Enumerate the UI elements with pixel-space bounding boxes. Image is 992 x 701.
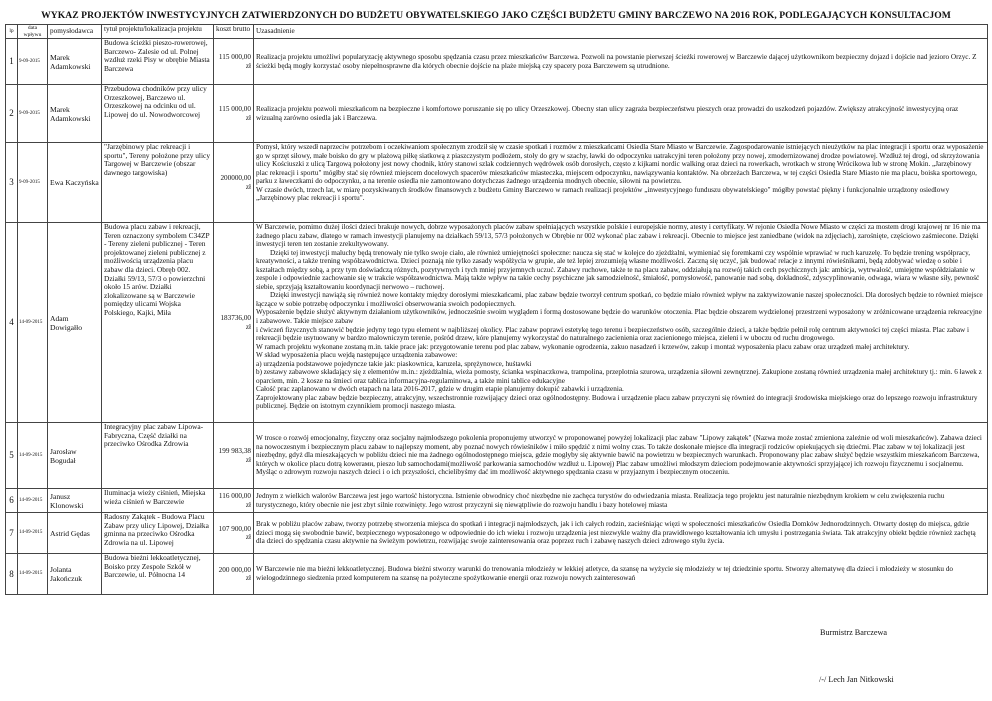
cost-amount: 199 983,38 [218,447,251,455]
cost-currency: zł [245,322,251,331]
row-justification [254,39,988,85]
row-number: 1 [6,39,18,85]
projects-table [5,24,988,595]
table-row [6,85,988,143]
row-number: 2 [6,85,18,143]
row-proposer: Marek Adamkowski [48,39,102,85]
row-project: Budowa ścieżki pieszo-rowerowej, Barczewo- Zalesie od ul. Polnej wzdłuż rzeki Pisy w obrębie Miasta Barczewa [102,39,214,85]
row-proposer: Astrid Gędas [48,513,102,554]
document-title: WYKAZ PROJEKTÓW INWESTYCYJNYCH ZATWIERDZONYCH DO BUDŻETU OBYWATELSKIEGO JAKO CZĘŚCI BUDŻETU GMINY BARCZEWO NA 2016 ROK, PODLEGAJĄCYCH KONSULTACJOM [41,10,951,21]
cost-currency: zł [245,574,251,582]
row-cost [214,39,254,85]
row-date: 9-09-2015 [18,39,48,85]
row-project: Budowa placu zabaw i rekreacji, Teren oznaczony symbolem C34ZP - Tereny zieleni publicznej - Teren projektowanej zieleni publicznej z możliwością urządzenia placu zabaw dla dzieci. Obręb 002. Działki 59/13, 57/3 o powierzchni około 15 arów. Działki zlokalizowane są w Barczewie pomiędzy ulicami Wojska Polskiego, Kajki, Miła [102,223,214,423]
cost-amount: 200 000,00 [218,565,251,574]
row-proposer: Ewa Kaczyńska [48,143,102,223]
justification-paragraph: Wyposażenie będzie służyć aktywnym działaniom użytkowników, jednocześnie swoim wyglądem i formą dostosowane będzie do warunków otoczenia. Plac będzie obszarem wydzielonej przestrzeni wyposażony w zróżnicowane urządzenia rekreacyjne i zabawowe. Takie miejsce zabaw [256,308,982,326]
row-proposer: Adam Dowigałło [48,223,102,423]
cost-currency: zł [245,61,251,70]
cost-currency: zł [245,500,251,509]
row-number: 5 [6,423,18,489]
justification-paragraph: W czasie dwóch, trzech lat, w miarę pozyskiwanych środków finansowych z budżetu Gminy Barczewo w ramach realizacji projektów „inwestycyjnego funduszu obywatelskiego" mógłby powstać piękny i funkcjonalnie urządzony osiedlowy „Jarzębinowy plac rekreacji i sportu". [256,185,950,203]
table-row [6,143,988,223]
row-date: 14-09-2015 [18,554,48,595]
justification-paragraph: W Barczewie, pomimo dużej ilości dzieci brakuje nowych, dobrze wyposażonych placów zabaw spełniających wszystkie polskie i europejskie normy, atesty i certyfikaty. W rejonie Osiedla Nowe Miasto w części za mostem drogi krajowej nr 16 nie ma żadnego placu zabaw, dlatego w ramach inwestycji planujemy na działkach 59/13, 57/3 położonych w Obrębie nr 002 wykonać plac zabaw i rekreacji. Obecnie to miejsce jest zaniedbane (widok na zdjęciach), zarośnięte, częściowo zaśmiecone. Dzięki inwestycji teren ten zostanie zrekultywowany. [256,223,981,249]
row-number: 8 [6,554,18,595]
table-row [6,489,988,513]
row-cost [214,143,254,223]
row-cost [214,554,254,595]
row-number: 6 [6,489,18,513]
justification-paragraph: W ramach projektu wykonane zostaną m.in. takie prace jak: przygotowanie terenu pod plac zabaw, wykonanie ogrodzenia, zakuo nasadzeń i krzewów, zakup i montaż wyposażenia placu zabaw oraz urządzeń małej architektury. [256,342,910,351]
table-header-row [6,25,988,39]
table-row [6,513,988,554]
row-justification [254,85,988,143]
row-cost [214,489,254,513]
row-cost [214,423,254,489]
row-date: 14-09-2015 [18,513,48,554]
cost-amount: 183736,00 [220,314,251,322]
cost-currency: zł [245,455,251,464]
justification-paragraph: b) zestawy zabawowe składający się z elementów m.in.: zjeżdżalnia, wieża pomosty, ścianka wspinaczkowa, trampolina, przeplotnia szurowa, urządzenia siłowni zewnętrznej. Zakupione zostaną również urządzenia małej architektury tj.: min. 6 ławek z oparciem, min. 2 kosze na śmieci oraz tablica informacyjna-regulaminowa, a także mini tablice edukacyjne [256,368,982,385]
cost-amount: 115 000,00 [218,105,251,113]
cost-currency: zł [245,182,251,191]
row-project: Radosny Zakątek - Budowa Placu Zabaw przy ulicy Lipowej, Działka gminna na przeciwko Ośrodka Zdrowia na ul. Lipowej [102,513,214,554]
row-project: Przebudowa chodników przy ulicy Orzeszkowej, Barczewo ul. Orzeszkowej na odcinku od ul. Lipowej do ul. Nowodworcowej [102,85,214,143]
row-justification [254,489,988,513]
row-proposer: Janusz Klonowski [48,489,102,513]
justification-paragraph: W trosce o rozwój emocjonalny, fizyczny oraz socjalny najmłodszego pokolenia proponujemy utworzyć w proponowanej powyżej lokalizacji plac zabaw "Lipowy zakątek" (Nazwa może zostać zmieniona zależnie od woli mieszkańców). Zabawa dzieci na nowoczesnym i bezpiecznym placu zabaw to najlepszy moment, aby poznać nowych rówieśników i miło spędzić z nimi wolny czas. To także doskonałe miejsce dla integracji rodziców opiekujących się dziećmi. Plac zabaw w tej lokalizacji jest niezbędny, gdyż dla mieszkających w pobliżu dzieci nie ma żadnego ogólnodostępnego miejsca, gdzie mogłyby się aktywnie bawić na powietrzu w bezpiecznych warunkach. Proponowany plac zabaw służyć będzie wszystkim mieszkańcom Barczewa, których w okolice placu dotrą koweraми, pieszo lub samochodami(możliwość parkowania samochodów wzdłuż u. Lipowej) Plac zabaw umożliwi młodszym dzieciom podejmowanie aktywności sprzyjającej ich rozwoju fizycznemu i socjalnemu. Myśląc o zdrowym rozwoju naszych dzieci i o ich przyszłości, chcielibyśmy dać im możliwość aktywnego spędzania czasu w przyjaznym i bezpiecznym otoczeniu. [256,434,982,477]
row-justification [254,513,988,554]
row-date: 9-09-2015 [18,85,48,143]
cost-amount: 115 000,00 [218,53,251,61]
row-project: Iluminacja wieży ciśnień, Miejska wieża ciśnień w Barczewie [102,489,214,513]
row-justification [254,554,988,595]
signature-role: Burmistrz Barczewa [820,628,888,637]
justification-paragraph: i ćwiczeń fizycznych stanowić będzie jedyny tego typu element w najbliższej okolicy. Plac zabaw poprawi estetykę tego terenu i bezpieczeństwo osób, szczególnie dzieci, a także będzie pełnił rolę centrum aktywności tej części miasta. Plac zabaw i rekreacji będzie usytuowany w bardzo malowniczym terenie, pośród drzew, kóre planujemy wykorzystać do naturalnego zacienienia oraz zacienionego miejsca, zieleni i w uboczu od ruchu drogowego. [256,325,970,343]
row-justification [254,223,988,423]
cost-currency: zł [245,533,251,541]
justification-paragraph: Dzięki tej inwestycji maluchy będą trenowały nie tylko swoje ciało, ale również umiejętności społeczne: naucza się stać w kolejce do zjeżdżalni, wymieniać się foremkami czy wspólnie wprawiać w ruch karuzelę. To będzie trening współpracy, kreatywności, a także trening współzawodnictwa. Dzieci poznają nie tylko zasady współżycia w grupie, ale też lepiej zrozumieją własne możliwości. Zaczną się uczyć, jak budować relacje z innymi rówieśnikami, będą zdobywać wiedzę o sobie i kształtach między sobą, a przy tym doświadczą różnych, pozytywnych i tych mniej przyjemnych uczuć. Zabawy ruchowe, także te na placu zabaw, oddziałują na rozwój takich cech psychicznych jak: ambicja, wytrwałość, umiejętne współdziałanie w zespole i odpowiednie zachowanie się w trakcie współzawodnictwa. Mają także wpływ na takie cechy psychiczne jak samodzielność, śmiałość, pomysłowość, panowanie nad sobą, dokładność, zdyscyplinowanie, odwaga, wiara w własne siły, pewność siebie, sprzyjają kształtowaniu koordynacji nerwowo – ruchowej. [256,248,980,291]
justification-paragraph: a) urządzenia podstawowe pojedyncze takie jak: piaskownica, karuzela, sprężynowce, huśtawki [256,359,532,368]
row-project: Integracyjny plac zabaw Lipowa-Fabryczna, Część działki na przeciwko Ośrodka Zdrowia [102,423,214,489]
row-cost [214,85,254,143]
row-date: 14-09-2015 [18,489,48,513]
header-cost: koszt brutto [214,25,254,39]
row-justification [254,423,988,489]
header-lp: lp [6,25,18,39]
row-proposer: Marek Adamkowski [48,85,102,143]
header-justification: Uzasadnienie [254,25,988,39]
row-date: 14-09-2015 [18,223,48,423]
cost-amount: 116 000,00 [218,492,251,500]
row-number: 7 [6,513,18,554]
justification-paragraph: W skład wyposażenia placu wejdą następujące urządzenia zabawowe: [256,351,458,360]
row-proposer: Jarosław Bogudał [48,423,102,489]
row-project: Budowa bieżni lekkoatletycznej, Boisko przy Zespole Szkół w Barczewie, ul. Północna 14 [102,554,214,595]
cost-currency: zł [245,113,251,122]
row-project: "Jarzębinowy plac rekreacji i sportu", Tereny położone przy ulicy Targowej w Barczewie (obszar dawnego targowiska) [102,143,214,223]
justification-paragraph: Zaprojektowany plac zabaw będzie bezpieczny, atrakcyjny, wszechstronnie rozwijający dzieci oraz ogólnodostępny. Budowa i urządzenie placu zabaw przyczyni się również do integracji środowiska miejskiego oraz do lepszego rozwoju infrastruktury publicznej. Będzie on istotnym czynnikiem promocji naszego miasta. [256,393,978,411]
header-date: data wpływu [18,25,48,39]
row-cost [214,223,254,423]
cost-amount: 200000,00 [220,174,251,182]
row-number: 4 [6,223,18,423]
justification-paragraph: Dzięki inwestycji nawiążą się również nowe kontakty między dorosłymi mieszkańcami, plac zabaw będzie tworzył centrum spotkań, co będzie miało również wpływ na zaktywizowanie naszej społeczności. Dla dorosłych będzie to również miejsce łączące w sobie potrzebę odpoczynku i możliwości obserwowania swoich podopiecznych. [256,291,983,308]
justification-paragraph: Realizacja projektu pozwoli mieszkańcom na bezpieczne i komfortowe poruszanie się po ulicy Orzeszkowej. Obecny stan ulicy zagraża bezpieczeństwu pieszych oraz prowadzi do uszkodzeń pojazdów. Zwiększy atrakcyjność inwestycyjną oraz wizualną zarówno osiedla jak i Barczewa. [256,104,959,122]
justification-paragraph: Brak w pobliżu placów zabaw, tworzy potrzebę stworzenia miejsca do spotkań i integracji najmłodszych, jak i ich całych rodzin, zacieśniając więzi w społeczności mieszkańców Osiedla Domków Jednorodzinnych. Otwarty dostęp do miejsca, gdzie dzieci mogą się swobodnie bawić, bezpiecznego wyposażonego w odpowiednie do ich wieku i rozwoju urządzenia jest niezwykle ważny dla prawidłowego kształtowania ich umysłu i postrzegania świata. Tak atrakcyjny obiekt będzie również zachętą dla dzieci do spędzania czasu aktywnie na świeżym powietrzu, rozwijając swoje zainteresowania oraz poprzez ruch i zabawę naszych dzieci zdrowego stylu życia. [256,520,976,546]
cost-amount: 107 900,00 [218,524,251,533]
header-proposer: pomysłodawca [48,25,102,39]
justification-paragraph: Realizacja projektu umożliwi popularyzację aktywnego sposobu spędzania czasu przez mieszkańców Barczewa. Pozwoli na powstanie pierwszej ścieżki rowerowej w Barczewie dającej użytkownikom bezpieczny dojazd i dojście nad jezioro Orzyc. Z ścieżki będą mogły korzystać osoby niepełnosprawne dla których obecnie dojście na plaże miejską czy spacery poza Barczewem są utrudnione. [256,52,977,70]
row-date: 9-09-2015 [18,143,48,223]
row-proposer: Jolanta Jakończuk [48,554,102,595]
justification-paragraph: W Barczewie nie ma bieżni lekkoatletycznej. Budowa bieżni stworzy warunki do trenowania młodzieży w lekkiej atletyce, da szansę na wyżycie się młodzieży w tej dziedzinie sportu. Stworzy alternatywę dla dzieci i młodzieży w stosunku do wielogodzinnego siedzenia przed komputerem na szansę na pożyteczne spożytkowanie energii oraz rozwoju nowych zainteresowań [256,565,954,582]
table-row [6,423,988,489]
table-row [6,223,988,423]
table-row [6,39,988,85]
row-number: 3 [6,143,18,223]
justification-paragraph: Całość prac zaplanowano w dwóch etapach na lata 2016-2017, gdzie w drugim etapie planujemy dokupić zabawki i urządzenia. [256,385,624,394]
row-justification [254,143,988,223]
justification-paragraph: Pomysł, który wszedł naprzeciw potrzebom i oczekiwaniom społecznym zrodził się w czasie spotkań i rozmów z mieszkańcami Osiedla Stare Miasto w Barczewie. Zagospodarowanie istniejących nieużytków na plac integracji i sportu oraz wyposażenie go w sprzęt siłowy, małe boisko do gry w plażową piłkę siatkową z piaszczystym podłożem, stoły do gry w szachy, ławki do odpoczynku uatrakcyjni teren położony przy nowej, zmodernizowanej drodze powiatowej. Wzdłuż tej drogi, od skrzyżowania ulicy Kościuszki z ulicą Targową położony jest nowy chodnik, który stanowi szlak codziennych wędrówek osób dorosłych, często z kijkami nordic walking oraz dzieci na rowerkach, wrotkach w stronę Wrócikowa lub w stronę Mokin. „Jarzębinowy plac rekreacji i sportu" mógłby stać się również miejscem docelowych spacerów mieszkańców miasteczka, miejscem odpoczynku, nawiązywania kontaktów. Na obrzeżach Barczewa, w tej części Osiedla Stare Miasto nie ma placu, boiska sportowego, parku z ławeczkami do odpoczynku, a na terenie osiedla nie zamontowano dotychczas żadnego urządzenia modnych obecnie, siłowni na powietrzu. [256,143,984,186]
signature-name: /-/ Lech Jan Nitkowski [819,675,894,684]
table-row [6,554,988,595]
justification-paragraph: Jednym z wielkich walorów Barczewa jest jego wartość historyczna. Istnienie obwodnicy choć niezbędne nie zachęca turystów do odwiedzania miasta. Realizacja tego projektu jest naturalnie niezbędnym krokiem w celu zwiększenia ruchu turystycznego, który obecnie nie jest zbyt silnie rozwinięty. Jego wzrost przyczyni się niewątpliwie do rozwoju handlu i bazy hotelowej miasta [256,491,945,509]
header-project: tytuł projektu/lokalizacja projektu [102,25,214,39]
row-cost [214,513,254,554]
row-date: 14-09-2015 [18,423,48,489]
